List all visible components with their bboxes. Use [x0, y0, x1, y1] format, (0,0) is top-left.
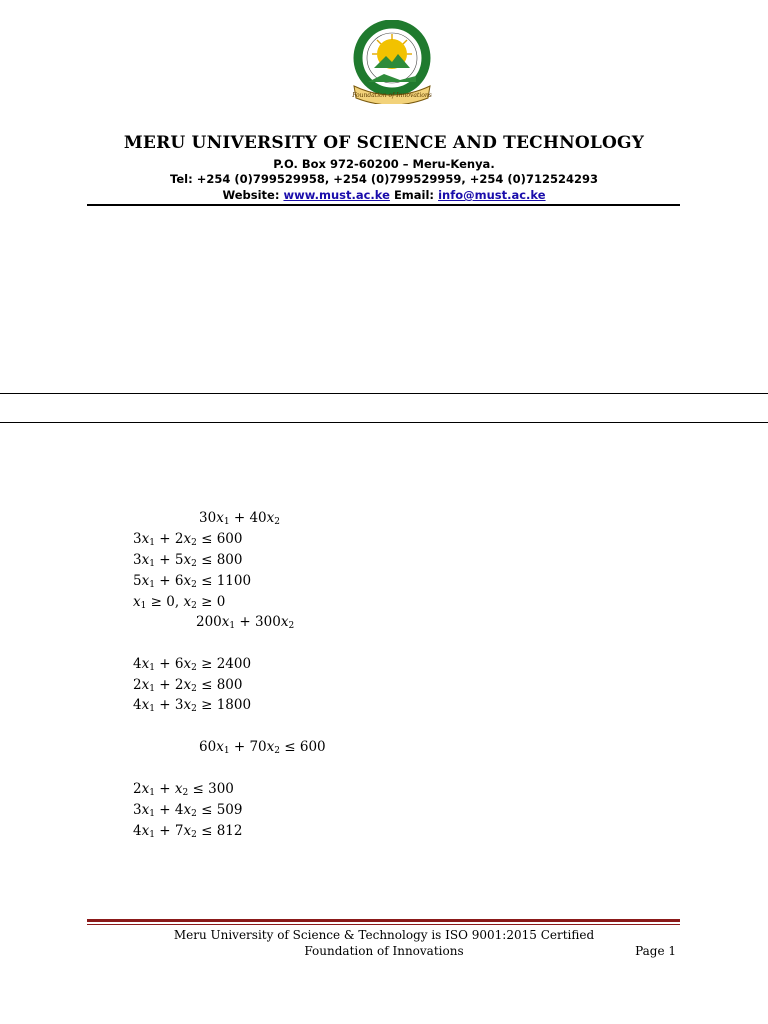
section-rule-top: [0, 393, 768, 394]
footer-motto: Foundation of Innovations: [304, 944, 464, 958]
page-number: Page 1: [635, 944, 676, 958]
equation: $60x_1 + 70x_2 \le 600$: [199, 739, 326, 756]
footer-rule-thin: [87, 924, 680, 925]
equation: $30x_1 + 40x_2$: [199, 510, 280, 527]
university-name: MERU UNIVERSITY OF SCIENCE AND TECHNOLOGY: [123, 133, 645, 153]
equation: $5x_1 + 6x_2 \le 1100$: [133, 573, 252, 590]
university-logo: [344, 20, 440, 104]
section-rule-bottom: [0, 422, 768, 423]
email-label: Email:: [393, 188, 435, 202]
telephone: Tel: +254 (0)799529958, +254 (0)799529959, +254 (0)712524293: [170, 172, 598, 186]
header-divider: [87, 204, 680, 206]
equation: $3x_1 + 5x_2 \le 800$: [133, 552, 243, 569]
email-link[interactable]: info@must.ac.ke: [438, 188, 546, 202]
equation: $2x_1 + 2x_2 \le 800$: [133, 677, 243, 694]
equation: $x_1 \ge 0$, $x_2 \ge 0$: [133, 594, 226, 611]
web-contact-line: [0, 188, 768, 202]
website-link[interactable]: www.must.ac.ke: [283, 188, 390, 202]
equation: $3x_1 + 2x_2 \le 600$: [133, 531, 243, 548]
equation: $3x_1 + 4x_2 \le 509$: [133, 802, 243, 819]
footer-rule-thick: [87, 919, 680, 922]
address: P.O. Box 972-60200 – Meru-Kenya.: [273, 157, 495, 171]
equation: $200x_1 + 300x_2$: [196, 614, 295, 631]
equation: $2x_1 + x_2 \le 300$: [133, 781, 234, 798]
logo-ribbon-text: Foundation of Innovations: [352, 92, 432, 99]
website-label: Website:: [222, 188, 280, 202]
equation: $4x_1 + 7x_2 \le 812$: [133, 823, 243, 840]
certification-text: Meru University of Science & Technology is ISO 9001:2015 Certified: [173, 928, 595, 942]
equation: $4x_1 + 3x_2 \ge 1800$: [133, 697, 252, 714]
equation: $4x_1 + 6x_2 \ge 2400$: [133, 656, 252, 673]
